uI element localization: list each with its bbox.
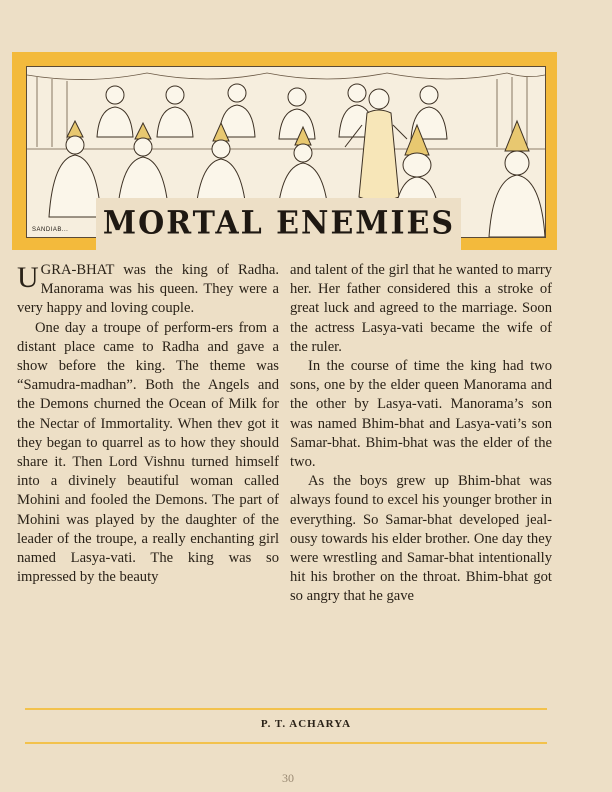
right-column [290, 261, 552, 607]
illustrator-signature: SANDIAB... [32, 227, 69, 233]
bottom-rule [25, 742, 547, 744]
top-rule [25, 708, 547, 710]
paragraph: As the boys grew up Bhim-bhat was always found to excel his younger brother in everything. So Samar-bhat developed jeal-ousy towards his elder brother. One day they were wrestling and Samar-bhat intentionally hit his brother on the throat. Bhim-bhat got so angry that he gave [290, 473, 552, 605]
story-title: MORTAL ENEMIES [102, 205, 456, 242]
left-column [17, 261, 279, 587]
paragraph: One day a troupe of perform-ers from a distant place came to Radha and gave a show before the king. The theme was “Samudra-madhan”. Both the Angels and the Demons churned the Ocean of Milk for the Nectar of Immortality. When thev got it they began to quarrel as to how they should share it. Then Lord Vishnu turned himself into a divinely beautiful woman called Mohini and fooled the Demons. The part of Mohini was played by the daughter of the leader of the troupe, a really enchanting girl named Lasya-vati. The king was so impressed by the beauty [17, 319, 279, 586]
paragraph: GRA-BHAT was the king of Radha. Manorama was his queen. They were a very happy and loving couple. [17, 262, 279, 317]
paragraph: In the course of time the king had two sons, one by the elder queen Manorama and the other by Lasya-vati. Manorama’s son was named Bhim-bhat and Lasya-vati’s son Samar-bhat. Bhim-bhat was the elder of the two. [290, 358, 552, 471]
drop-cap: U [17, 261, 39, 294]
paragraph: and talent of the girl that he wanted to marry her. Her father considered this a stroke of great luck and agreed to the marriage. Soon the actress Lasya-vati became the wife of the ruler. [290, 262, 552, 355]
author-byline: P. T. ACHARYA [260, 718, 352, 730]
page-number: 30 [282, 771, 294, 785]
